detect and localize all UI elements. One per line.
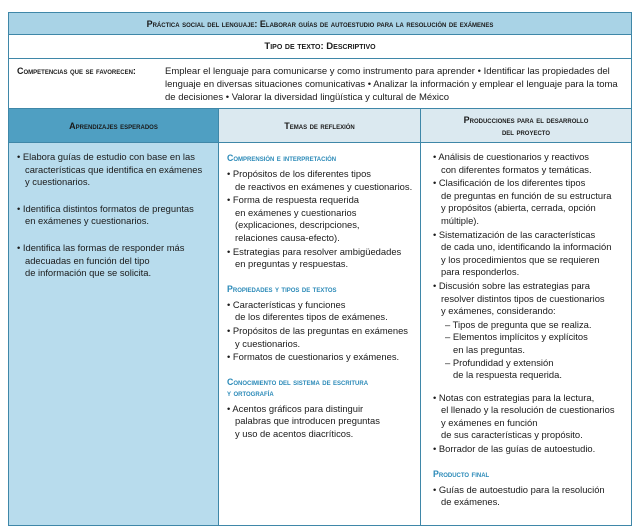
competencias-text: Emplear el lenguaje para comunicarse y como instrumento para aprender • Identificar las propiedades del lenguaje en diversas situaciones comunicativas • Analizar la información y emplear el lenguaje para la toma de decisiones • Valorar la diversidad lingüística y cultural de México bbox=[165, 66, 618, 103]
sub-item: – Elementos implícitos y explícitos en las preguntas. bbox=[433, 331, 627, 356]
list-item: • Formatos de cuestionarios y exámenes. bbox=[227, 351, 416, 364]
aprendizajes-column bbox=[9, 143, 219, 525]
competencias-label: Competencias que se favorecen: bbox=[17, 66, 136, 76]
header-producciones: Producciones para el desarrollo del proyecto bbox=[421, 109, 631, 142]
list-item: • Análisis de cuestionarios y reactivos con diferentes formatos y temáticas. bbox=[433, 151, 627, 176]
competencias-row bbox=[9, 59, 631, 109]
list-item: • Elabora guías de estudio con base en las características que identifica en exámenes y cuestionarios. bbox=[17, 151, 214, 189]
section-heading: Propiedades y tipos de textos bbox=[227, 283, 337, 294]
header-temas: Temas de reflexión bbox=[219, 109, 421, 142]
producciones-column bbox=[421, 143, 631, 525]
list-item: • Propósitos de los diferentes tipos de reactivos en exámenes y cuestionarios. bbox=[227, 168, 416, 193]
list-item: • Discusión sobre las estrategias para resolver distintos tipos de cuestionarios y exámenes, considerando: bbox=[433, 280, 627, 318]
section-heading: Comprensión e interpretación bbox=[227, 153, 337, 163]
list-item: • Sistematización de las características de cada uno, identificando la información y los procedimientos que se requieren para responderlos. bbox=[433, 229, 627, 279]
program-table bbox=[8, 12, 632, 526]
temas-column bbox=[219, 143, 421, 525]
column-headers bbox=[9, 109, 631, 143]
text-type: Tipo de texto: Descriptivo bbox=[9, 35, 631, 59]
final-product-heading: Producto final bbox=[433, 468, 490, 479]
header-aprendizajes: Aprendizajes esperados bbox=[9, 109, 219, 142]
list-item: • Acentos gráficos para distinguir palabras que introducen preguntas y uso de acentos diacríticos. bbox=[227, 403, 416, 441]
sub-item: – Tipos de pregunta que se realiza. bbox=[433, 319, 627, 332]
list-item: • Identifica distintos formatos de preguntas en exámenes y cuestionarios. bbox=[17, 203, 214, 228]
list-item: • Características y funciones de los diferentes tipos de exámenes. bbox=[227, 299, 416, 324]
section-heading: Conocimiento del sistema de escritura y ortografía bbox=[227, 376, 369, 398]
list-item: • Identifica las formas de responder más adecuadas en función del tipo de información que se solicita. bbox=[17, 242, 214, 280]
list-item: • Propósitos de las preguntas en exámenes y cuestionarios. bbox=[227, 325, 416, 350]
list-item: • Estrategias para resolver ambigüedades en preguntas y respuestas. bbox=[227, 246, 416, 271]
list-item: • Borrador de las guías de autoestudio. bbox=[433, 443, 627, 456]
table-title: Práctica social del lenguaje: Elaborar guías de autoestudio para la resolución de exámenes bbox=[9, 13, 631, 35]
list-item: • Notas con estrategias para la lectura, el llenado y la resolución de cuestionarios y exámenes en función de sus características y propósito. bbox=[433, 392, 627, 442]
list-item: • Guías de autoestudio para la resolución de exámenes. bbox=[433, 484, 627, 509]
list-item: • Clasificación de los diferentes tipos de preguntas en función de su estructura y propósitos (abierta, cerrada, opción múltiple). bbox=[433, 177, 627, 227]
sub-item: – Profundidad y extensión de la respuesta requerida. bbox=[433, 357, 627, 382]
table-body bbox=[9, 143, 631, 525]
list-item: • Forma de respuesta requerida en exámenes y cuestionarios (explicaciones, descripciones, relaciones causa-efecto). bbox=[227, 194, 416, 244]
